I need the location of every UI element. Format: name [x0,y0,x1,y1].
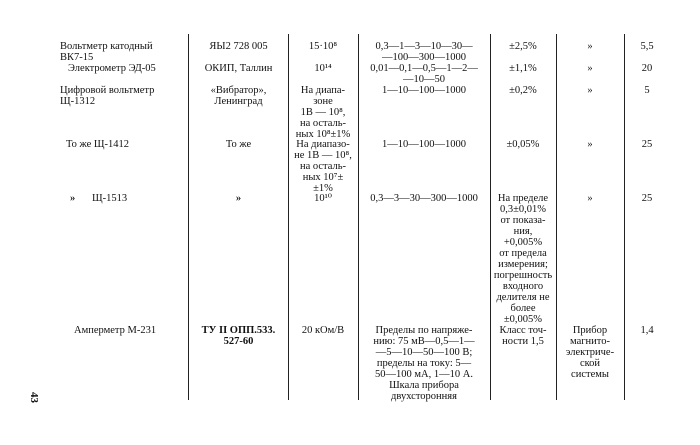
column-rule [188,34,189,400]
accuracy: ±1,1% [509,63,537,74]
device-name: Амперметр М-231 [74,325,157,336]
device-weight: 25 [641,193,653,204]
measurement-limits: 1—10—100—1000 [382,139,466,150]
measurement-limits: 0,3—1—3—10—30— —100—300—1000 [375,41,473,63]
device-system: » [587,139,593,150]
device-name: Цифровой вольтметр Щ-1312 [60,85,155,107]
device-name: Электрометр ЭД-05 [68,63,156,74]
column-rule [490,34,491,400]
device-maker: То же [225,139,252,150]
device-system: Прибор магнито- электриче- ской системы [565,325,615,380]
column-rule [358,34,359,400]
device-maker: ОКИП, Таллин [204,63,273,74]
device-system: » [587,41,593,52]
accuracy: ±0,2% [509,85,537,96]
device-name: Вольтметр катодный ВК7-15 [60,41,153,63]
device-weight: 5,5 [640,41,654,52]
device-maker: ЯЫ2 728 005 [209,41,268,52]
input-resistance: На диапа- зоне 1В — 10⁸, на осталь- ных 10⁸±1% [295,85,351,140]
device-name: То же Щ-1412 [66,139,129,150]
column-rule [556,34,557,400]
device-weight: 1,4 [640,325,654,336]
measurement-limits: Пределы по напряже- нию: 75 мВ—0,5—1— —5—10—50—100 В; пределы на току: 5— 50—100 мА, 1—10 А. Шкала прибора двухсторонняя [373,325,475,402]
device-maker: «Вибратор», Ленинград [210,85,267,107]
measurement-limits: 0,01—0,1—0,5—1—2— —10—50 [370,63,478,85]
device-system: » [587,85,593,96]
device-maker: » [235,193,242,204]
page-number: 43 [28,392,40,403]
device-system: » [587,193,593,204]
input-resistance: На диапазо- не 1В — 10⁸, на осталь- ных 10⁷± ±1% [294,139,352,194]
device-maker: ТУ II ОПП.533. 527-60 [201,325,276,347]
accuracy: ±0,05% [506,139,540,150]
device-weight: 5 [644,85,650,96]
input-resistance: 15·10⁸ [308,41,338,52]
input-resistance: 10¹⁴ [314,63,332,74]
accuracy: Класс точ- ности 1,5 [499,325,547,347]
column-rule [624,34,625,400]
input-resistance: 20 кОм/В [301,325,345,336]
device-name: Щ-1513 [92,193,128,204]
accuracy: На пределе 0,3±0,01% от показа- ния, +0,005% от предела измерения; погрешность входного делителя не более ±0,005% [493,193,553,325]
device-weight: 20 [641,63,653,74]
device-weight: 25 [641,139,653,150]
measurement-limits: 0,3—3—30—300—1000 [370,193,478,204]
accuracy: ±2,5% [509,41,537,52]
device-system: » [587,63,593,74]
measurement-limits: 1—10—100—1000 [382,85,466,96]
input-resistance: 10¹⁰ [314,193,332,204]
ditto-mark: » [70,193,76,204]
